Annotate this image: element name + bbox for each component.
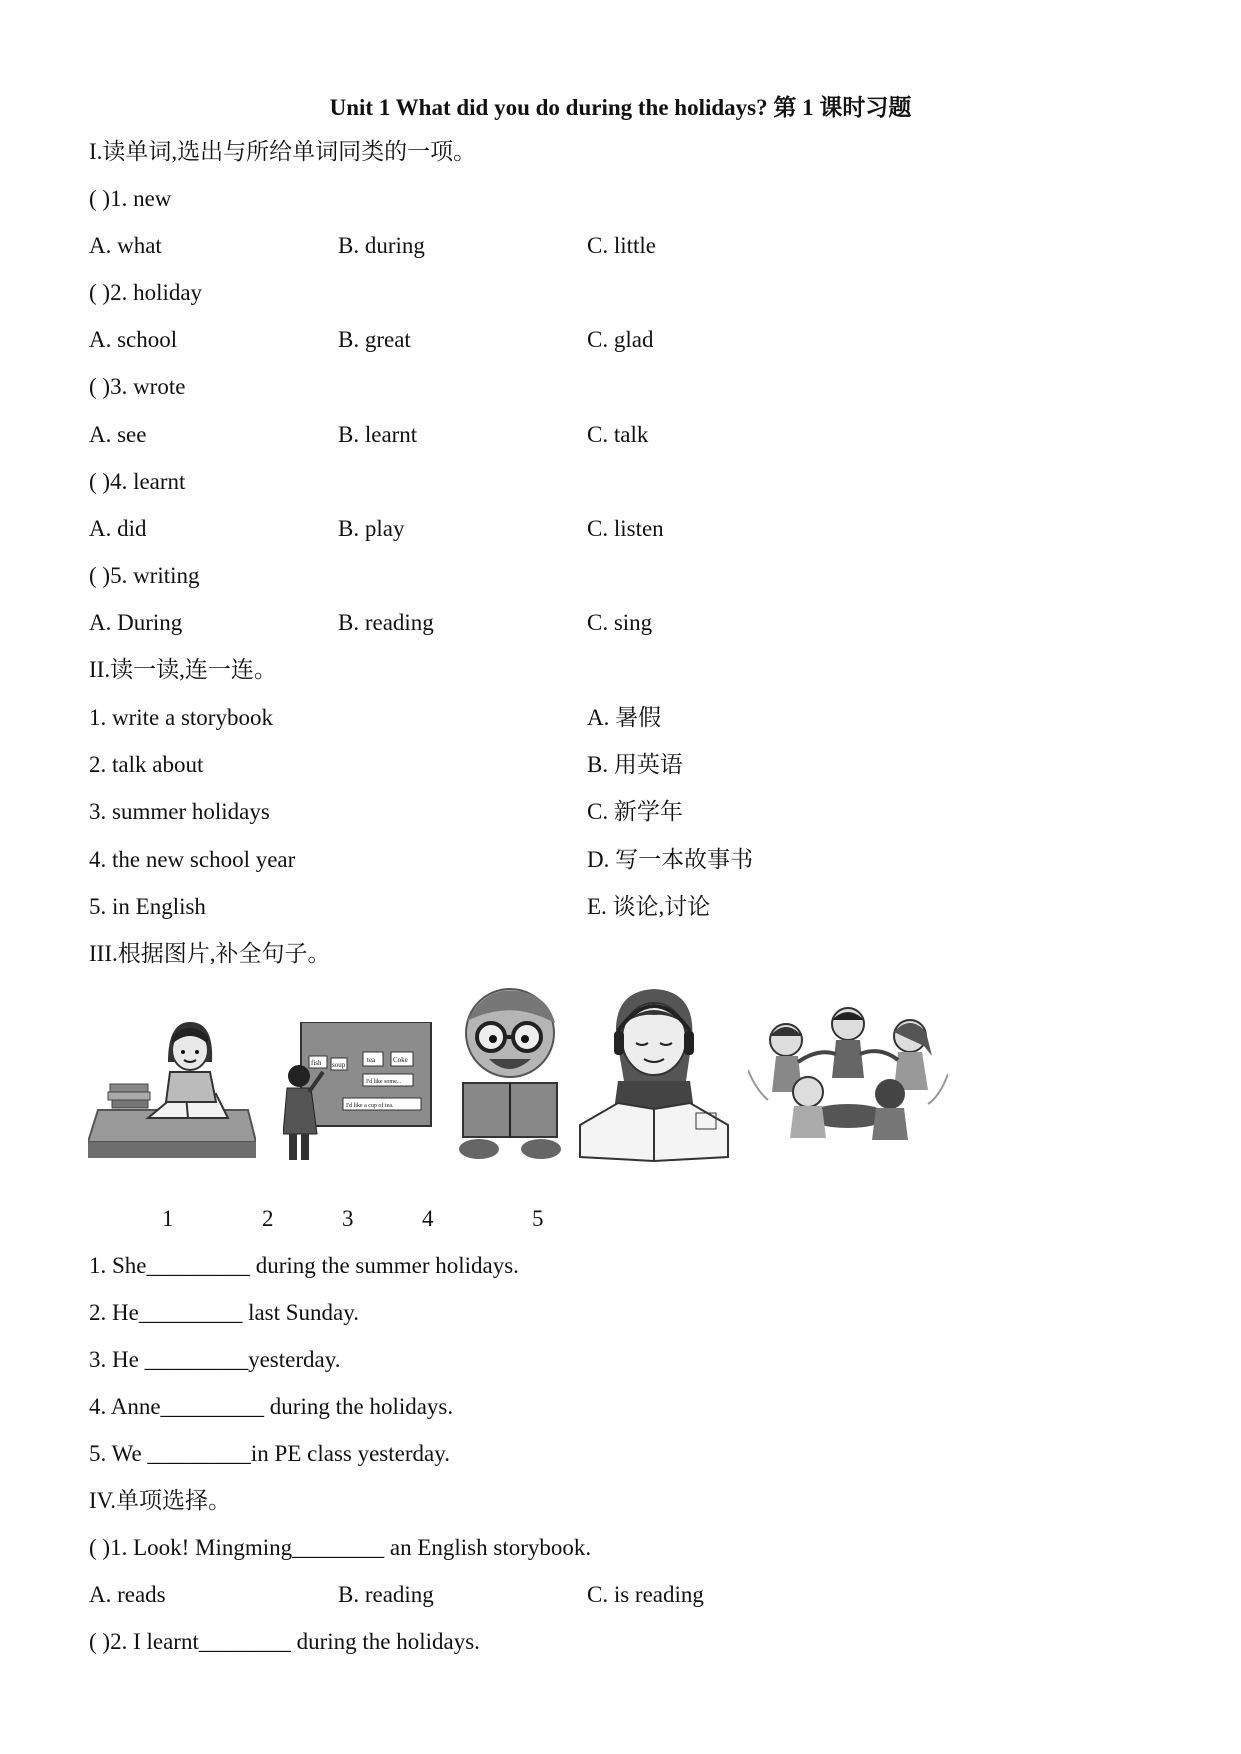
- picture-girl-reading: [88, 1022, 256, 1162]
- picture-boy-with-book: [455, 987, 565, 1162]
- match-left-item: 5. in English: [89, 894, 206, 919]
- option-a: A. did: [89, 516, 147, 541]
- option-c: C. talk: [587, 422, 649, 447]
- board-card: soup: [332, 1061, 346, 1069]
- fill-in-sentence: 1. She_________ during the summer holidays.: [89, 1253, 519, 1278]
- picture-number: 2: [262, 1206, 274, 1231]
- option-a: A. see: [89, 422, 147, 447]
- fill-in-sentence: 4. Anne_________ during the holidays.: [89, 1394, 454, 1419]
- option-c: C. glad: [587, 327, 654, 352]
- match-right-item: E. 谈论,讨论: [587, 894, 711, 919]
- match-right-item: C. 新学年: [587, 799, 683, 824]
- match-right-item: B. 用英语: [587, 752, 683, 777]
- picture-boy-at-board: [283, 1022, 433, 1162]
- option-b: B. great: [338, 327, 411, 352]
- question-stem: ( )1. Look! Mingming________ an English storybook.: [89, 1535, 592, 1560]
- question-stem: ( )5. writing: [89, 563, 200, 588]
- question-stem: ( )2. holiday: [89, 280, 203, 305]
- match-right-item: D. 写一本故事书: [587, 847, 754, 872]
- board-card: fish: [311, 1059, 322, 1067]
- match-left-item: 2. talk about: [89, 752, 204, 777]
- option-a: A. reads: [89, 1582, 166, 1607]
- option-c: C. little: [587, 233, 656, 258]
- option-c: C. is reading: [587, 1582, 704, 1607]
- section-heading: II.读一读,连一连。: [89, 657, 277, 682]
- question-stem: ( )2. I learnt________ during the holidays.: [89, 1629, 480, 1654]
- match-left-item: 4. the new school year: [89, 847, 296, 872]
- board-card: Coke: [393, 1056, 408, 1064]
- picture-number: 1: [162, 1206, 174, 1231]
- option-b: B. reading: [338, 610, 434, 635]
- option-b: B. learnt: [338, 422, 418, 447]
- option-a: A. During: [89, 610, 183, 635]
- fill-in-sentence: 3. He _________yesterday.: [89, 1347, 341, 1372]
- match-right-item: A. 暑假: [587, 705, 662, 730]
- picture-number: 5: [532, 1206, 544, 1231]
- question-stem: ( )1. new: [89, 186, 172, 211]
- option-a: A. what: [89, 233, 162, 258]
- page-title: Unit 1 What did you do during the holidays? 第 1 课时习题: [329, 95, 912, 120]
- board-card: I'd like a cup of tea.: [346, 1103, 394, 1109]
- fill-in-sentence: 2. He_________ last Sunday.: [89, 1300, 360, 1325]
- option-b: B. reading: [338, 1582, 434, 1607]
- option-c: C. sing: [587, 610, 653, 635]
- section-heading: III.根据图片,补全句子。: [89, 941, 331, 966]
- option-c: C. listen: [587, 516, 664, 541]
- match-left-item: 3. summer holidays: [89, 799, 270, 824]
- fill-in-sentence: 5. We _________in PE class yesterday.: [89, 1441, 450, 1466]
- question-stem: ( )4. learnt: [89, 469, 186, 494]
- option-b: B. during: [338, 233, 425, 258]
- section-heading: IV.单项选择。: [89, 1488, 232, 1513]
- board-card: tea: [367, 1056, 376, 1064]
- picture-girl-writing: [578, 985, 730, 1163]
- option-a: A. school: [89, 327, 178, 352]
- picture-number: 3: [342, 1206, 354, 1231]
- picture-children-playing: [748, 1000, 948, 1160]
- picture-number: 4: [422, 1206, 434, 1231]
- option-b: B. play: [338, 516, 405, 541]
- section-heading: I.读单词,选出与所给单词同类的一项。: [89, 139, 477, 164]
- question-stem: ( )3. wrote: [89, 374, 186, 399]
- match-left-item: 1. write a storybook: [89, 705, 273, 730]
- board-card: I'd like some...: [366, 1079, 402, 1085]
